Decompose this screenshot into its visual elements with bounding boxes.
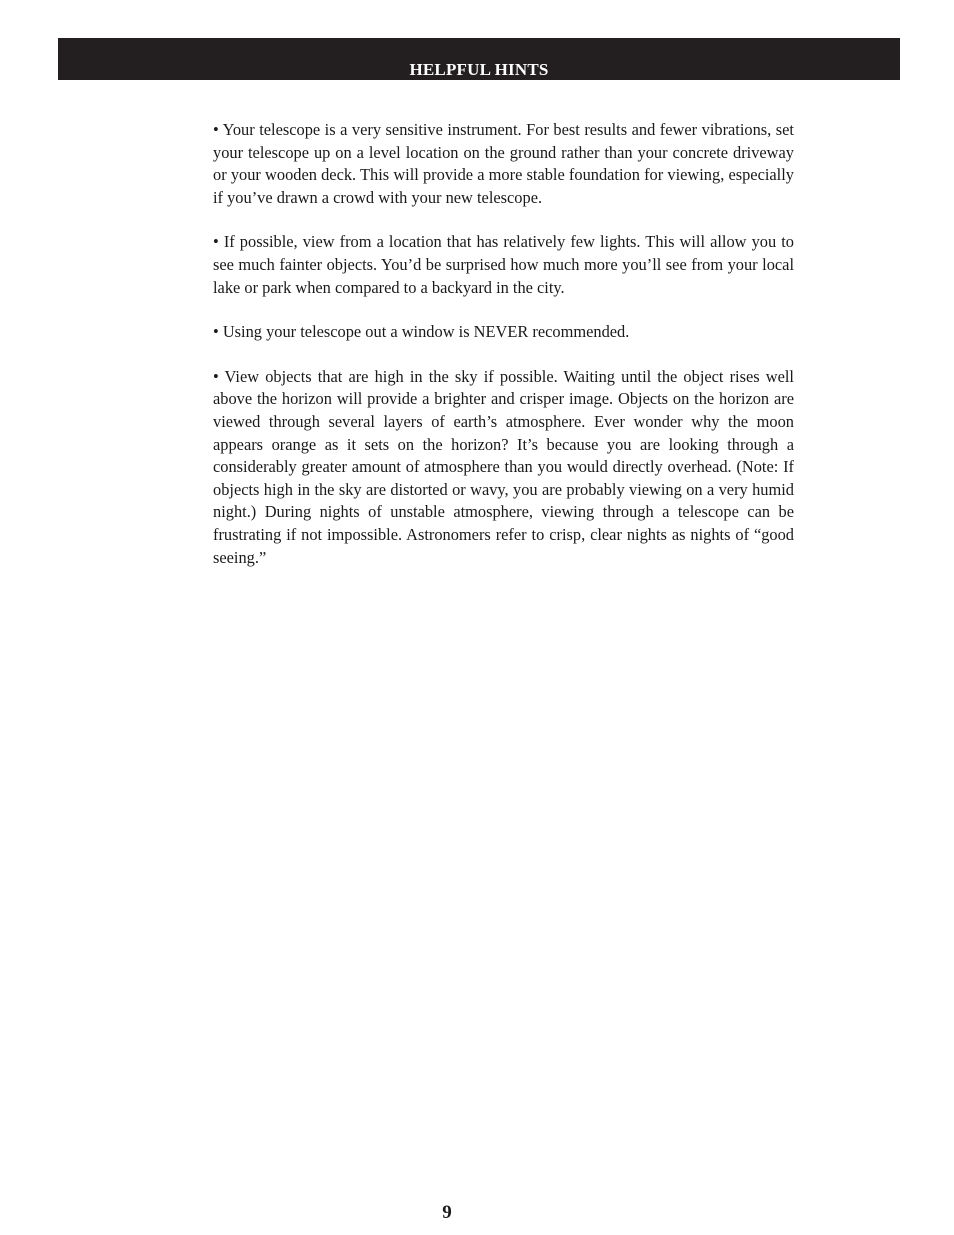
section-header-bar: [58, 38, 900, 80]
hints-list: [213, 119, 794, 591]
hint-item-level-location: • Your telescope is a very sensitive instrument. For best results and fewer vibrations, set your telescope up on a level location on the ground rather than your concrete driveway or your wooden deck. This will provide a more stable foundation for viewing, especially if you’ve drawn a crowd with your new telescope.: [213, 120, 794, 207]
hint-item-few-lights: • If possible, view from a location that has relatively few lights. This will allow you to see much fainter objects. You’d be surprised how much more you’ll see from your local lake or park when compared to a backyard in the city.: [213, 232, 794, 297]
hint-item-high-objects: • View objects that are high in the sky if possible. Waiting until the object rises well above the horizon will provide a brighter and crisper image. Objects on the horizon are viewed through several layers of earth’s atmosphere. Ever wonder why the moon appears orange as it sets on the horizon? It’s because you are looking through a considerably greater amount of atmosphere than you would directly overhead. (Note: If objects high in the sky are distorted or wavy, you are probably viewing on a very humid night.) During nights of unstable atmosphere, viewing through a telescope can be frustrating if not impossible. Astronomers refer to crisp, clear nights as nights of “good seeing.”: [213, 366, 794, 567]
hint-item-no-window: • Using your telescope out a window is NEVER recommended.: [213, 322, 630, 342]
page-number: 9: [442, 1202, 452, 1223]
section-title: HELPFUL HINTS: [409, 60, 549, 79]
